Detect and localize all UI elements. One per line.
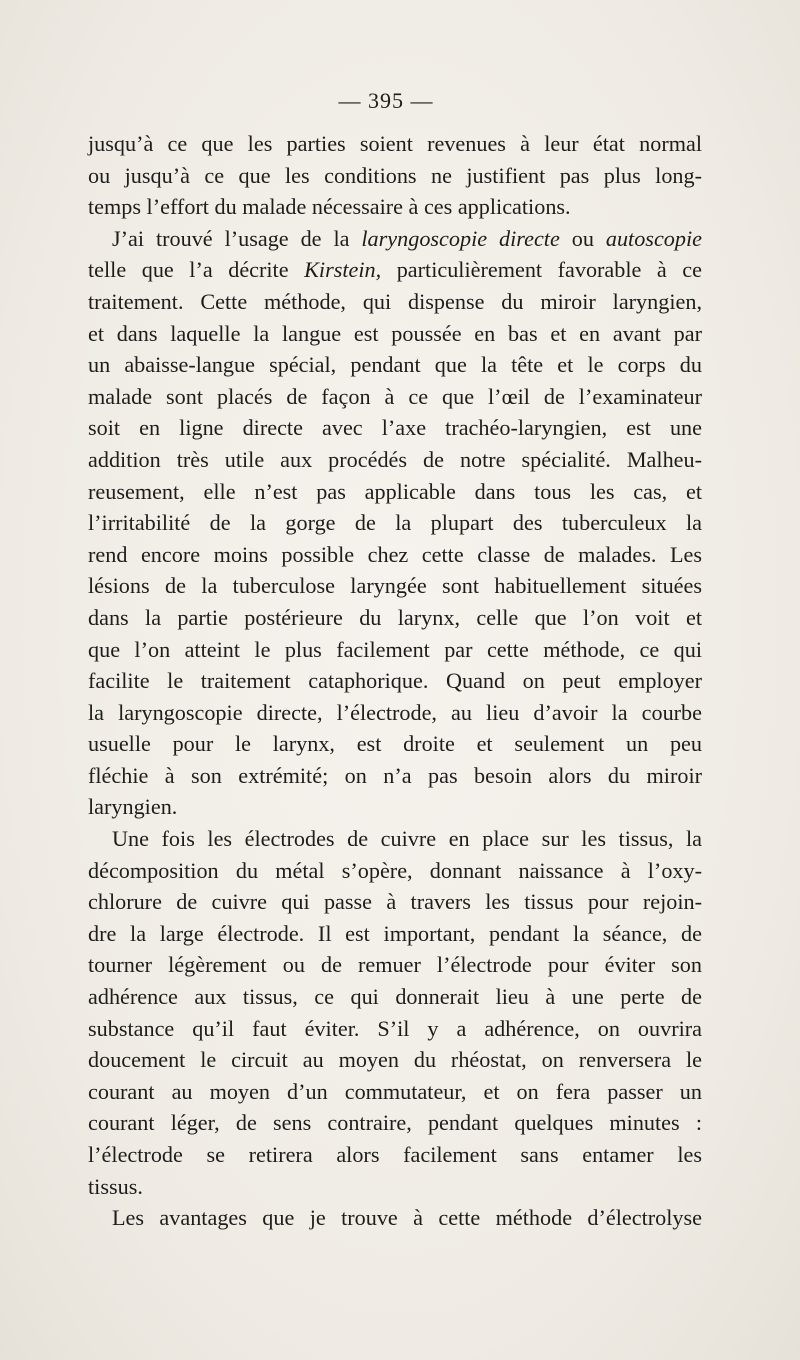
text-line: que l’on atteint le plus facilement par cette méthode, ce qui	[88, 636, 702, 662]
text-line: tourner légèrement ou de remuer l’électrode pour éviter son	[88, 952, 702, 978]
text-line: courant au moyen d’un commutateur, et on fera passer un	[88, 1078, 702, 1104]
text-line: dre la large électrode. Il est important, pendant la séance, de	[88, 920, 702, 946]
text-line: dans la partie postérieure du larynx, celle que l’on voit et	[88, 604, 702, 630]
text-line: reusement, elle n’est pas applicable dans tous les cas, et	[88, 478, 702, 504]
text-line: facilite le traitement cataphorique. Quand on peut employer	[88, 668, 702, 694]
text-line: doucement le circuit au moyen du rhéostat, on renversera le	[88, 1047, 702, 1073]
page-number: — 395 —	[338, 88, 434, 113]
text-line: addition très utile aux procédés de notre spécialité. Malheu-	[88, 446, 702, 472]
italic-text: Kirstein,	[304, 257, 382, 283]
text-segment: ou	[559, 225, 606, 251]
text-line: soit en ligne directe avec l’axe trachéo-laryngien, est une	[88, 415, 702, 441]
text-line: rend encore moins possible chez cette classe de malades. Les	[88, 541, 702, 567]
text-line: laryngien.	[88, 794, 178, 820]
text-line: lésions de la tuberculose laryngée sont habituellement situées	[88, 573, 702, 599]
text-segment: telle que l’a décrite	[88, 257, 305, 283]
text-line: Une fois les électrodes de cuivre en place sur les tissus, la	[112, 826, 702, 852]
text-line: fléchie à son extrémité; on n’a pas besoin alors du miroir	[88, 762, 702, 788]
text-line: chlorure de cuivre qui passe à travers les tissus pour rejoin-	[88, 889, 702, 915]
text-line: traitement. Cette méthode, qui dispense du miroir laryngien,	[88, 288, 702, 314]
italic-text: laryngoscopie directe	[361, 225, 560, 251]
text-line: la laryngoscopie directe, l’électrode, au lieu d’avoir la courbe	[88, 699, 702, 725]
text-line: adhérence aux tissus, ce qui donnerait lieu à une perte de	[88, 984, 702, 1010]
text-line: temps l’effort du malade nécessaire à ces applications.	[88, 194, 571, 220]
text-line: et dans laquelle la langue est poussée en bas et en avant par	[88, 320, 702, 346]
text-line: tissus.	[88, 1173, 143, 1199]
text-line	[88, 254, 702, 286]
text-line: décomposition du métal s’opère, donnant naissance à l’oxy-	[88, 857, 702, 883]
text-line: un abaisse-langue spécial, pendant que la tête et le corps du	[88, 352, 702, 378]
text-line: courant léger, de sens contraire, pendant quelques minutes :	[88, 1110, 702, 1136]
text-line: usuelle pour le larynx, est droite et seulement un peu	[88, 731, 702, 757]
text-segment: J’ai trouvé l’usage de la	[112, 225, 362, 251]
text-line: substance qu’il faut éviter. S’il y a adhérence, on ouvrira	[88, 1015, 702, 1041]
text-line: l’électrode se retirera alors facilement sans entamer les	[88, 1142, 702, 1167]
italic-text: autoscopie	[605, 225, 702, 251]
text-line: l’irritabilité de la gorge de la plupart des tuberculeux la	[88, 510, 702, 536]
body-text	[88, 128, 702, 1234]
text-line	[88, 223, 702, 255]
text-line: Les avantages que je trouve à cette méthode d’électrolyse	[112, 1205, 702, 1231]
text-segment: particulièrement favorable à ce	[381, 257, 702, 283]
text-line: ou jusqu’à ce que les conditions ne justifient pas plus long-	[88, 162, 702, 188]
text-line: malade sont placés de façon à ce que l’œil de l’examinateur	[88, 383, 702, 409]
text-line: jusqu’à ce que les parties soient revenues à leur état normal	[88, 131, 702, 156]
